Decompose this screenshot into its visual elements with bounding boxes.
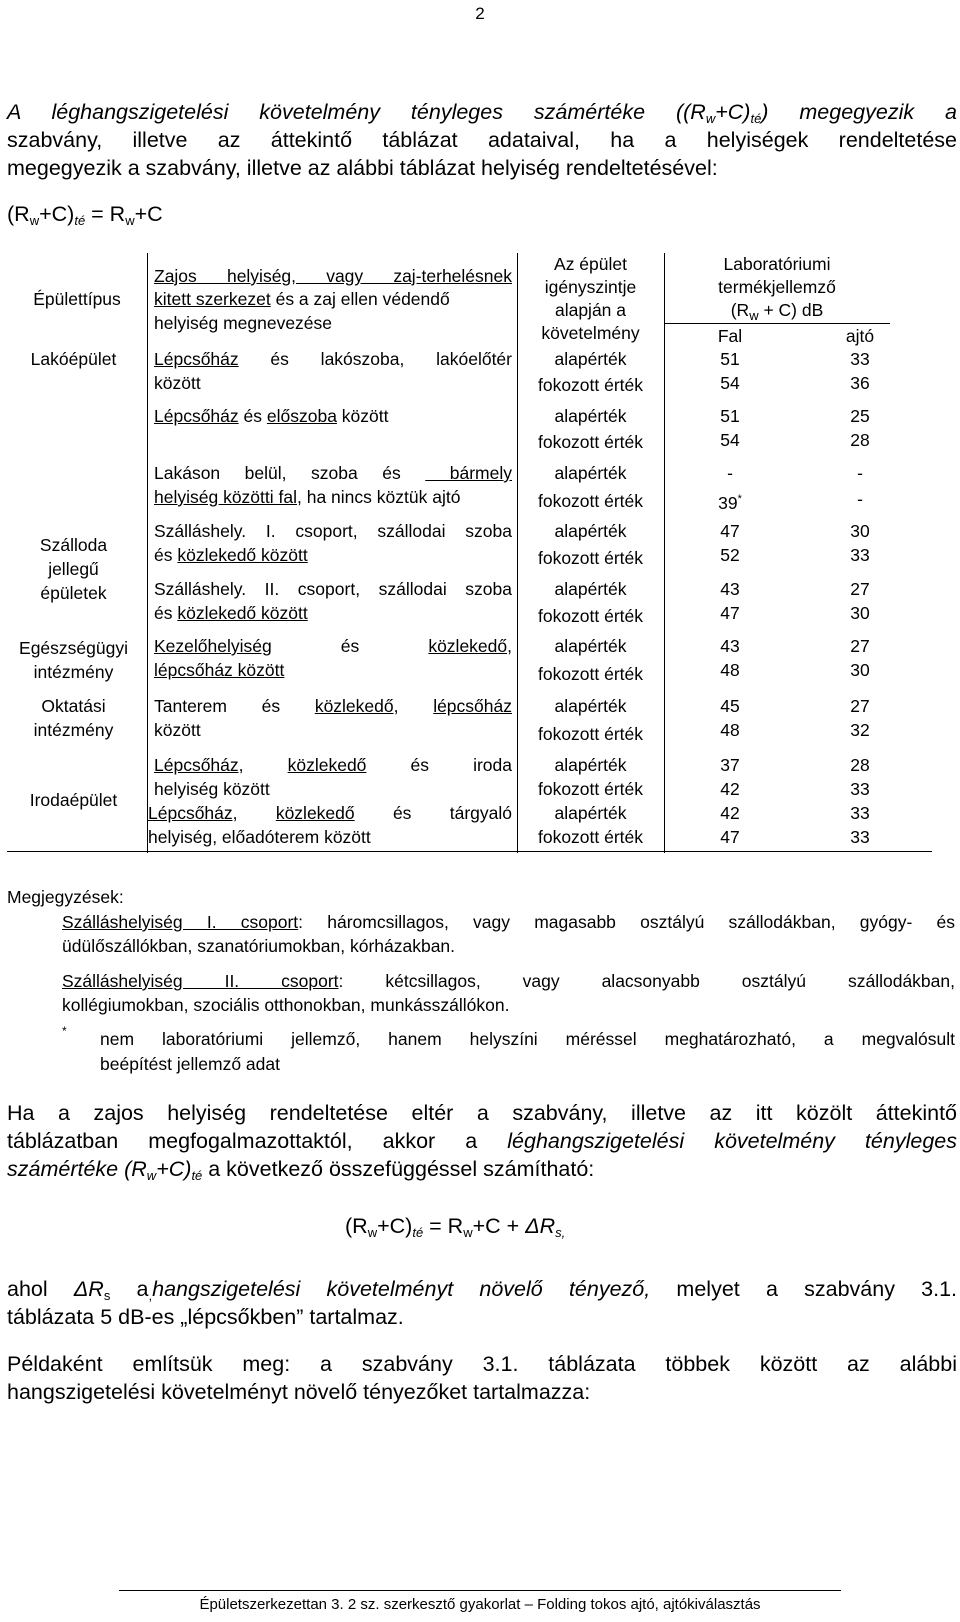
note-1-line-2: üdülőszállókban, szanatóriumokban, kórházakban. bbox=[62, 936, 456, 956]
group-lakoepulet: Lakóépület bbox=[30, 349, 117, 369]
note-2-line-1: Szálláshelyiség II. csoport: kétcsillagos, vagy alacsonyabb osztályú szállodákban, bbox=[62, 971, 955, 991]
header-megnevezes-3: helyiség megnevezése bbox=[154, 313, 333, 333]
header-ajto: ajtó bbox=[845, 326, 875, 346]
note-3-star: * bbox=[62, 1024, 67, 1038]
para4-line-2: hangszigetelési követelményt növelő tényezőket tartalmazza: bbox=[7, 1380, 591, 1404]
note-2-line-2: kollégiumokban, szociális otthonokban, munkásszállókon. bbox=[62, 995, 510, 1015]
note-1-line-1: Szálláshelyiség I. csoport: háromcsillagos, vagy magasabb osztályú szállodákban, gyógy- és bbox=[62, 912, 955, 932]
para2-line-2: táblázatban megfogalmazottaktól, akkor a léghangszigetelési követelmény tényleges bbox=[7, 1129, 957, 1153]
header-megnevezes-2: kitett szerkezet és a zaj ellen védendő bbox=[154, 289, 450, 309]
group-oktatasi: Oktatási intézmény bbox=[33, 696, 114, 740]
notes-title: Megjegyzések: bbox=[7, 887, 124, 907]
note-3-line-1: nem laboratóriumi jellemző, hanem helyszíni méréssel meghatározható, a megvalósult bbox=[100, 1029, 955, 1049]
formula-rwc-te: $(R_w+C)_{té} = R_w+C$ bbox=[7, 202, 163, 228]
footer-rule bbox=[119, 1590, 841, 1591]
intro-line-1: A léghangszigetelési követelmény tényleges számértéke $((R_w+C)_{té})$ megegyezik a bbox=[7, 100, 957, 126]
para4-line-1: Példaként említsük meg: a szabvány 3.1. táblázata többek között az alábbi bbox=[7, 1352, 957, 1376]
header-megnevezes-1: Zajos helyiség, vagy zaj-terhelésnek bbox=[154, 266, 512, 286]
group-szalloda: Szálloda jellegű épületek bbox=[39, 535, 108, 603]
page-footer: Épületszerkezettan 3. 2 sz. szerkesztő gyakorlat – Folding tokos ajtó, ajtókiválasztás bbox=[199, 1596, 761, 1613]
formula-delta-rs: $(R_w+C)_{té} = R_w+C + \Delta R_{s,}$ bbox=[345, 1214, 566, 1240]
header-lab-1: Laboratóriumi bbox=[723, 254, 831, 274]
group-egeszsegugyi: Egészségügyi intézmény bbox=[19, 638, 128, 682]
header-kovetelmeny-2: igényszintje bbox=[544, 277, 637, 297]
para3-line-2: táblázata 5 dB-es „lépcsőkben” tartalmaz. bbox=[7, 1305, 404, 1329]
note-3-line-2: beépítést jellemző adat bbox=[100, 1054, 280, 1074]
header-epulettipus: Épülettípus bbox=[33, 289, 121, 309]
para3-line-1: ahol $\Delta R_s$ $a_,hangszigetelési$ követelményt növelő tényező, melyet a szabvány 3.1. bbox=[7, 1277, 958, 1303]
intro-line-3: megegyezik a szabvány, illetve az alábbi táblázat helyiség rendeltetésével: bbox=[7, 156, 718, 180]
header-lab-unit: $(R_w + C)$ dB bbox=[730, 300, 824, 323]
intro-line-2: szabvány, illetve az áttekintő táblázat adataival, ha a helyiségek rendeltetése bbox=[7, 128, 957, 152]
header-fal: Fal bbox=[717, 326, 743, 346]
header-kovetelmeny-4: követelmény bbox=[541, 323, 640, 343]
page-number: 2 bbox=[475, 4, 485, 23]
header-kovetelmeny-3: alapján a bbox=[554, 300, 627, 320]
header-kovetelmeny-1: Az épület bbox=[554, 254, 627, 274]
group-irodaepulet: Irodaépület bbox=[29, 790, 118, 810]
para2-line-3: számértéke $(R_w+C)_{té}$ a következő összefüggéssel számítható: bbox=[7, 1157, 595, 1183]
para2-line-1: Ha a zajos helyiség rendeltetése eltér a szabvány, illetve az itt közölt áttekintő bbox=[7, 1101, 957, 1125]
header-lab-2: termékjellemző bbox=[718, 277, 836, 297]
